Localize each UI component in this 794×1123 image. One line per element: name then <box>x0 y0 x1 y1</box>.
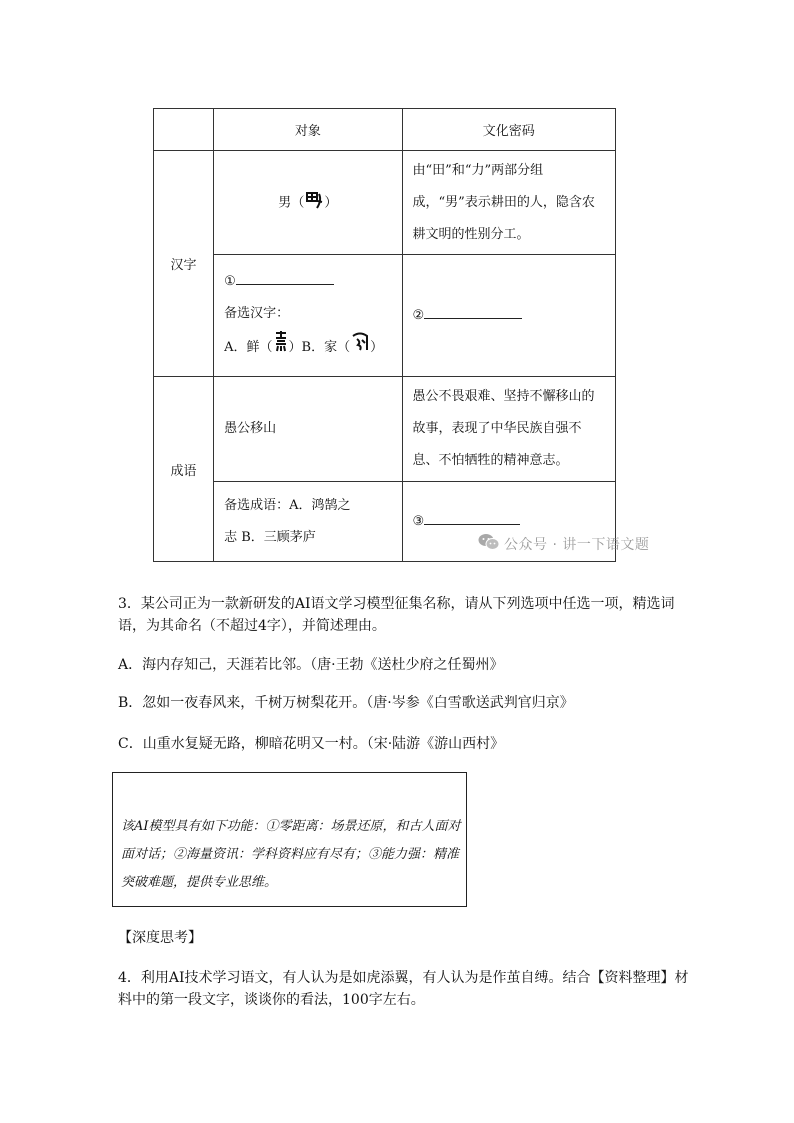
blank-marker-3: ③ <box>412 513 425 529</box>
idiom-options-line1: 备选成语：A．鸿鹄之 <box>224 497 351 513</box>
ai-model-info-box <box>112 772 467 907</box>
question-3-text: 3．某公司正为一款新研发的AI语文学习模型征集名称，请从下列选项中任选一项，精选词语，为其命名（不超过4字），并简述理由。 <box>118 596 675 634</box>
ai-model-info-text: 该AI模型具有如下功能：①零距离：场景还原，和古人面对面对话；②海量资讯：学科资料应有尽有；③能力强：精准突破难题，提供专业思维。 <box>121 819 461 890</box>
blank-marker-2: ② <box>412 307 425 323</box>
ancient-xian-glyph-icon <box>273 330 289 365</box>
header-empty-cell <box>154 109 214 151</box>
watermark <box>478 533 649 555</box>
question-3-option-c: C．山重水复疑无路，柳暗花明又一村。（宋·陆游《游山西村》 <box>118 736 505 752</box>
question-3-option-b: B．忽如一夜春风来，千树万树梨花开。（唐·岑参《白雪歌送武判官归京》 <box>118 695 574 711</box>
options-label: 备选汉字： <box>224 306 290 321</box>
culture-table <box>153 108 616 562</box>
option-a-label: A．鲜 <box>224 340 260 355</box>
option-b-label: B．家 <box>301 340 338 355</box>
header-culture-code: 文化密码 <box>402 109 615 151</box>
answer-blank-2[interactable] <box>424 304 522 319</box>
deep-thinking-heading: 【深度思考】 <box>118 930 202 946</box>
table-row <box>154 255 616 377</box>
culture-blank-cell <box>402 255 615 377</box>
idiom-options-line2: 志 B．三顾茅庐 <box>224 529 316 545</box>
blank-marker-1: ① <box>224 274 236 289</box>
category-chengyu: 成语 <box>154 377 214 562</box>
culture-cell: 愚公不畏艰难、坚持不懈移山的故事，表现了中华民族自强不息、不怕牺牲的精神意志。 <box>402 377 615 482</box>
table-row <box>154 377 616 482</box>
category-hanzi: 汉字 <box>154 151 214 377</box>
ancient-nan-glyph-icon <box>304 191 324 215</box>
object-char: 男 <box>278 195 292 210</box>
blank-answer-cell: ① 备选汉字： A．鲜（ ）B．家（ ） <box>214 255 402 377</box>
question-3-option-a: A．海内存知己，天涯若比邻。（唐·王勃《送杜少府之任蜀州》 <box>118 657 504 673</box>
culture-cell: 由“田”和“力”两部分组成，“男”表示耕田的人，隐含农耕文明的性别分工。 <box>402 151 615 255</box>
ancient-jia-glyph-icon <box>350 330 370 365</box>
object-cell: 男（ ） <box>214 151 402 255</box>
answer-blank-1[interactable] <box>236 270 334 285</box>
watermark-text: 公众号 · 讲一下语文题 <box>504 537 650 553</box>
table-header-row <box>154 109 616 151</box>
table-row <box>154 151 616 255</box>
answer-blank-3[interactable] <box>424 510 520 525</box>
idiom-options-cell <box>214 482 402 562</box>
question-4-text: 4．利用AI技术学习语文，有人认为是如虎添翼，有人认为是作茧自缚。结合【资料整理】材料中的第一段文字，谈谈你的看法，100字左右。 <box>118 970 689 1008</box>
wechat-icon <box>478 533 504 555</box>
object-cell: 愚公移山 <box>214 377 402 482</box>
header-object: 对象 <box>214 109 402 151</box>
